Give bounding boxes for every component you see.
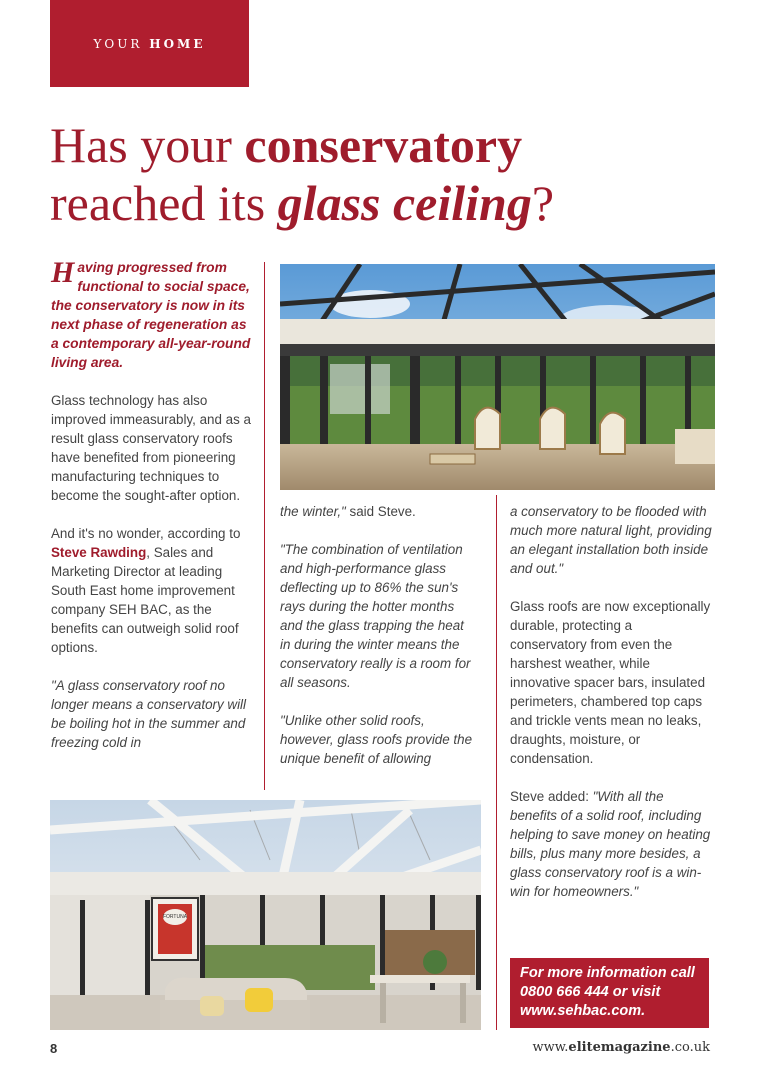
col2-p1-quote: the winter," [280,504,346,519]
drop-cap: H [51,256,75,289]
col3-p3-quote: "With all the benefits of a solid roof, including helping to save money on heating bills, plus many more besides, a glass conservatory roof is a win-win for homeowners." [510,789,711,899]
col3-paragraph-3 [510,787,712,901]
site-prefix: www. [532,1040,569,1055]
col2-p1-after: said Steve. [345,504,416,519]
col1-quote: "A glass conservatory roof no longer means a conservatory will be boiling hot in the summer and freezing cold in [51,678,246,750]
poster-text: FORTUNA [162,914,188,920]
col1-paragraph-3 [51,524,251,657]
col1-paragraph-2: Glass technology has also improved immeasurably, and as a result glass conservatory roofs have benefited from pioneering manufacturing techniques to become the sought-after option. [51,393,251,503]
col3-paragraph-1: a conservatory to be flooded with much more natural light, providing an elegant installation both inside and out." [510,504,712,576]
site-bold: elitemagazine [568,1040,671,1055]
website-footer [532,1040,710,1055]
contact-info-box: For more information call 0800 666 444 or visit www.sehbac.com. [510,958,709,1028]
lead-text: aving progressed from functional to social space, the conservatory is now in its next phase of regeneration as a contemporary all-year-round living area. [51,260,251,370]
section-tag-prefix: YOUR [93,36,143,51]
col1-p3-before: And it's no wonder, according to [51,526,241,541]
lead-paragraph [51,258,251,372]
person-name: Steve Rawding [51,545,147,560]
headline-line2-bold-italic: glass ceiling [277,175,532,231]
col3-p3-before: Steve added: [510,789,593,804]
headline-line1-bold: conservatory [244,117,523,173]
conservatory-exterior-view-image [280,264,715,490]
section-tag-bold: HOME [149,36,206,51]
col1-p3-after: , Sales and Marketing Director at leading South East home improvement company SEH BAC, as the benefits can outweigh solid roof options. [51,545,239,655]
headline-line1-plain: Has your [50,117,245,173]
conservatory-interior-view-image [50,800,481,1030]
column-1 [51,258,251,771]
conservatory-photo-top [280,264,715,490]
column-rule-2 [496,495,497,1030]
col2-paragraph-1 [280,502,478,521]
conservatory-photo-bottom [50,800,481,1030]
headline-line2-end: ? [531,175,555,231]
column-rule-1 [264,262,265,790]
site-suffix: .co.uk [670,1040,710,1055]
col2-paragraph-3: "Unlike other solid roofs, however, glass roofs provide the unique benefit of allowing [280,713,473,766]
headline-line2-plain: reached its [50,175,278,231]
col2-paragraph-2: "The combination of ventilation and high-performance glass deflecting up to 86% the sun's rays during the hotter months and the glass trapping the heat in during the winter means the conservatory really is a room for all seasons. [280,542,471,690]
headline [50,116,730,232]
page-number: 8 [50,1041,58,1056]
column-2 [280,502,478,787]
column-3 [510,502,712,920]
section-tag [50,0,249,87]
col3-paragraph-2: Glass roofs are now exceptionally durable, protecting a conservatory from even the harshest weather, while innovative spacer bars, insulated perimeters, chambered top caps and trickle vents mean no leaks, draughts, moisture, or condensation. [510,599,711,766]
